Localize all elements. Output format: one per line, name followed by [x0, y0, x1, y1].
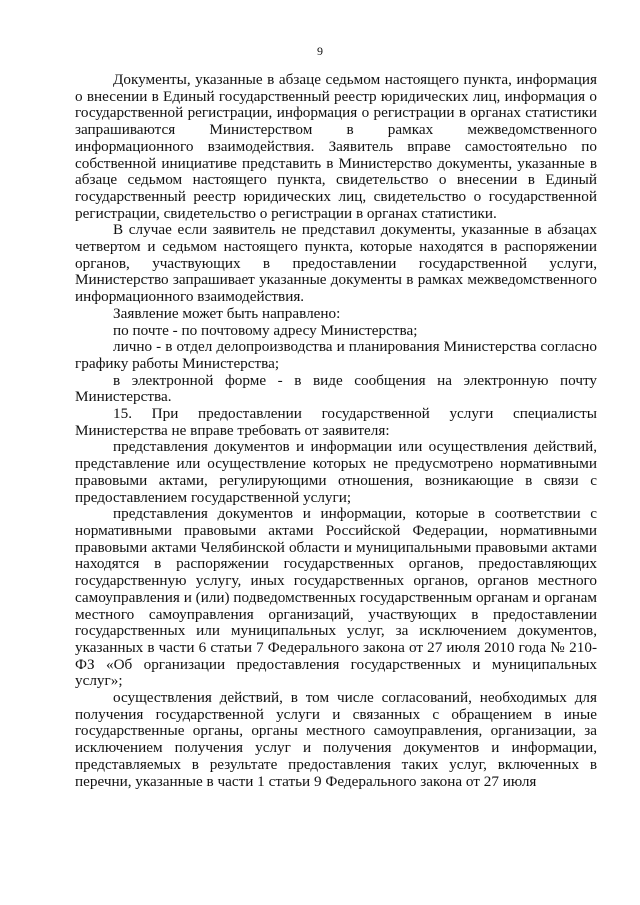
paragraph-actions-approvals: осуществления действий, в том числе согласований, необходимых для получения государственной услуги и связанных с обращением в иные государственные органы, органы местного самоуправления, организации, за исключением получения услуг и получения документов и информации, представляемых в результате предоставления таких услуг, включенных в перечни, указанные в части 1 статьи 9 Федерального закона от 27 июля [75, 689, 597, 790]
paragraph-item-15: 15. При предоставлении государственной услуги специалисты Министерства не вправе требовать от заявителя: [75, 405, 597, 439]
paragraph-submission-methods: Заявление может быть направлено: [113, 304, 341, 322]
page-number: 9 [317, 44, 323, 58]
document-body [75, 72, 597, 790]
paragraph-in-person: лично - в отдел делопроизводства и планирования Министерства согласно графику работы Министерства; [75, 338, 597, 372]
paragraph-documents-request: Документы, указанные в абзаце седьмом настоящего пункта, информация о внесении в Единый государственный реестр юридических лиц, информация о государственной регистрации, информация о регистрации в органах статистики запрашиваются Министерством в рамках межведомственного информационного взаимодействия. Заявитель вправе самостоятельно по собственной инициативе представить в Министерство документы, указанные в абзаце седьмом настоящего пункта, свидетельство о внесении в Единый государственный реестр юридических лиц, свидетельство о государственной регистрации, свидетельство о регистрации в органах статистики. [75, 71, 597, 222]
paragraph-no-extra-documents: представления документов и информации или осуществления действий, представление или осуществление которых не предусмотрено нормативными правовыми актами, регулирующими отношения, возникающие в связи с предоставлением государственной услуги; [75, 438, 597, 506]
paragraph-by-post: по почте - по почтовому адресу Министерства; [113, 321, 418, 339]
paragraph-documents-in-possession: представления документов и информации, которые в соответствии с нормативными правовыми актами Российской Федерации, нормативными правовыми актами Челябинской области и муниципальными правовыми актами находятся в распоряжении государственных органов, предоставляющих государственную услугу, иных государственных органов, органов местного самоуправления и (или) подведомственных государственным органам и органам местного самоуправления организаций, участвующих в предоставлении государственных или муниципальных услуг, за исключением документов, указанных в части 6 статьи 7 Федерального закона от 27 июля 2010 года № 210-ФЗ «Об организации предоставления государственных и муниципальных услуг»; [75, 505, 597, 690]
paragraph-missing-documents: В случае если заявитель не представил документы, указанные в абзацах четвертом и седьмом настоящего пункта, которые находятся в распоряжении органов, участвующих в предоставлении государственной услуги, Министерство запрашивает указанные документы в рамках межведомственного информационного взаимодействия. [75, 221, 597, 306]
paragraph-electronic: в электронной форме - в виде сообщения на электронную почту Министерства. [75, 371, 597, 406]
